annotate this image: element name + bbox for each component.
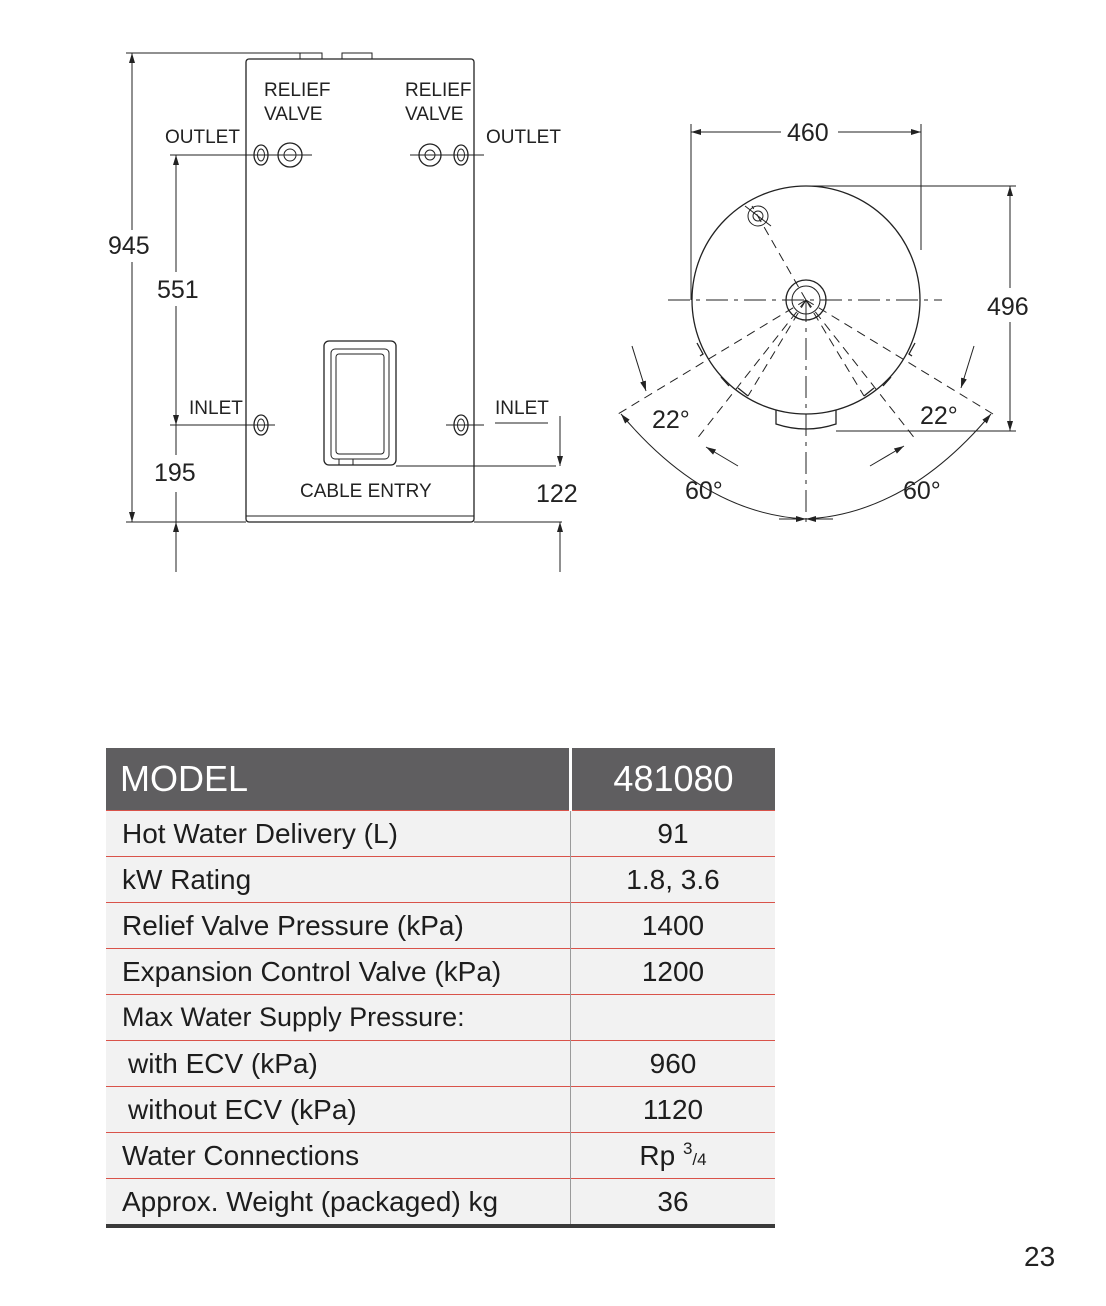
dim-depth: 496 [987, 293, 1029, 321]
water-heater-dimension-diagram [0, 0, 1106, 600]
outlet-right-label: OUTLET [486, 127, 561, 148]
table-header-row [106, 748, 775, 811]
angle-left-large: 60° [685, 477, 723, 505]
dim-total-height: 945 [108, 232, 150, 260]
row-label: without ECV (kPa) [106, 1087, 571, 1133]
row-label: with ECV (kPa) [106, 1041, 571, 1087]
cable-entry-label: CABLE ENTRY [300, 481, 432, 502]
table-row [106, 1179, 775, 1227]
angle-left-small: 22° [652, 406, 690, 434]
angle-right-small: 22° [920, 402, 958, 430]
row-value: 1200 [571, 949, 776, 995]
row-value [571, 995, 776, 1041]
table-row [106, 857, 775, 903]
dim-outlet-to-inlet: 551 [157, 276, 199, 304]
row-label: Hot Water Delivery (L) [106, 811, 571, 857]
table-row [106, 811, 775, 857]
row-value: 36 [571, 1179, 776, 1227]
page-number: 23 [1024, 1241, 1056, 1272]
relief-valve-right-label-1: RELIEF [405, 80, 472, 101]
row-value: 1.8, 3.6 [571, 857, 776, 903]
fraction-numerator: 3 [682, 1139, 693, 1158]
top-view [618, 119, 1029, 522]
dim-cable-entry-height: 122 [536, 480, 578, 508]
model-header-value: 481080 [571, 748, 776, 811]
row-value: 1400 [571, 903, 776, 949]
row-value: 960 [571, 1041, 776, 1087]
inlet-right-label: INLET [495, 398, 549, 419]
dim-inlet-height: 195 [154, 459, 196, 487]
table-row [106, 1133, 775, 1179]
fraction-denominator: 4 [697, 1150, 707, 1169]
table-row [106, 1087, 775, 1133]
relief-valve-left-label-2: VALVE [264, 104, 323, 125]
row-value: 1120 [571, 1087, 776, 1133]
row-label: Max Water Supply Pressure: [106, 995, 571, 1041]
inlet-left-label: INLET [189, 398, 243, 419]
row-label: Water Connections [106, 1133, 571, 1179]
table-row [106, 949, 775, 995]
row-value [571, 1133, 776, 1179]
relief-valve-right-fitting [410, 144, 484, 166]
outlet-left-label: OUTLET [165, 127, 240, 148]
row-value: 91 [571, 811, 776, 857]
dim-diameter: 460 [787, 119, 829, 147]
tank-outline [246, 59, 474, 522]
relief-valve-right-label-2: VALVE [405, 104, 464, 125]
row-label: Approx. Weight (packaged) kg [106, 1179, 571, 1227]
front-view [108, 53, 578, 572]
specification-table [106, 748, 775, 1228]
model-header-label: MODEL [106, 748, 571, 811]
table-row [106, 995, 775, 1041]
row-label: kW Rating [106, 857, 571, 903]
inlet-right-fitting [446, 415, 484, 435]
element-cover [324, 341, 396, 465]
table-row [106, 903, 775, 949]
row-label: Relief Valve Pressure (kPa) [106, 903, 571, 949]
connection-prefix: Rp [639, 1140, 676, 1171]
table-row [106, 1041, 775, 1087]
relief-valve-left-label-1: RELIEF [264, 80, 331, 101]
angle-right-large: 60° [903, 477, 941, 505]
row-label: Expansion Control Valve (kPa) [106, 949, 571, 995]
connection-fraction: $^3$/4 [682, 1139, 707, 1169]
